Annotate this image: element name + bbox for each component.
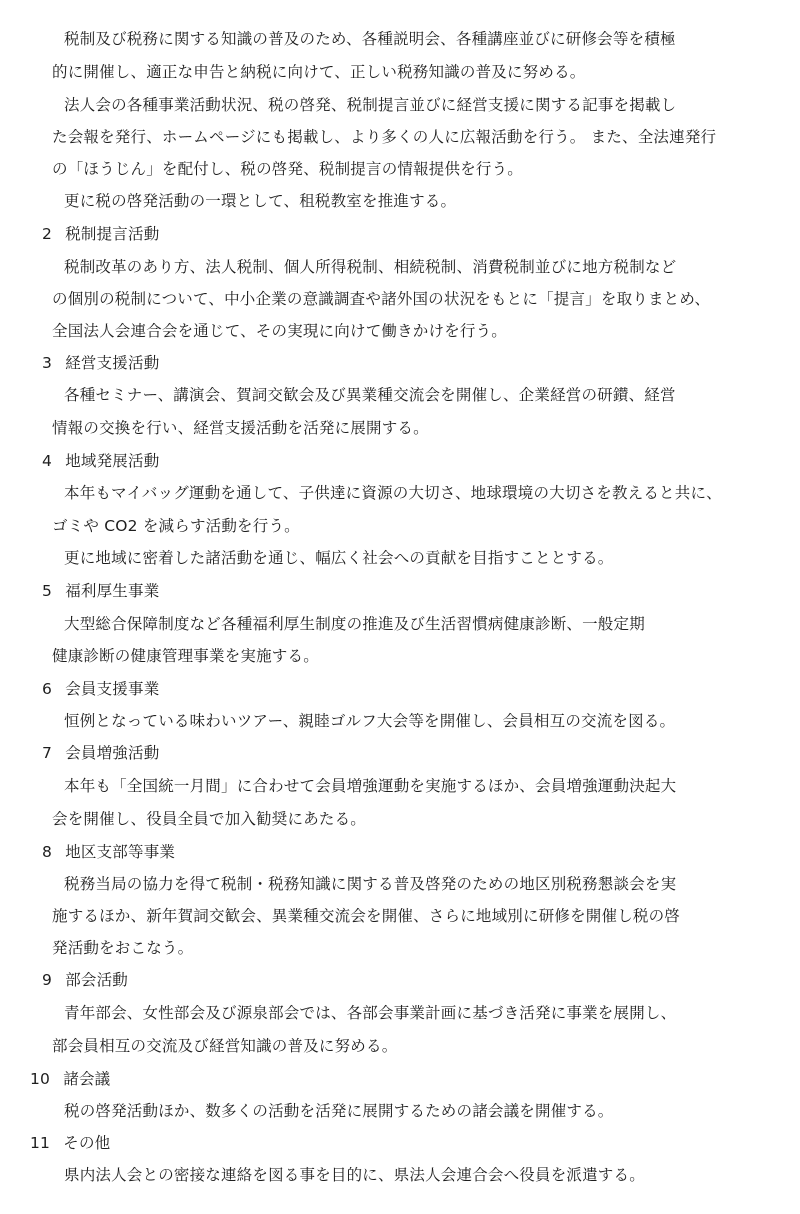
section-title: 福利厚生事業: [65, 582, 160, 600]
section-heading: [42, 580, 159, 602]
section-title: その他: [63, 1134, 111, 1152]
section-number: 5: [42, 582, 53, 600]
section-line: の個別の税制について、中小企業の意識調査や諸外国の状況をもとに「提言」を取りまとめ、: [52, 290, 711, 308]
section-heading: [42, 742, 159, 764]
section-number: 11: [30, 1134, 51, 1152]
paragraph-line: た会報を発行、ホームページにも掲載し、より多くの人に広報活動を行う。 また、全法連発行: [52, 128, 717, 146]
section-heading: [42, 223, 159, 245]
paragraph-line: 税制及び税務に関する知識の普及のため、各種説明会、各種講座並びに研修会等を積極: [64, 30, 676, 48]
section-heading: [30, 1068, 110, 1090]
section-line: 部会員相互の交流及び経営知識の普及に努める。: [52, 1037, 398, 1055]
section-line: 税の啓発活動ほか、数多くの活動を活発に展開するための諸会議を開催する。: [64, 1102, 614, 1120]
section-title: 会員増強活動: [65, 744, 160, 762]
section-line: 税制改革のあり方、法人税制、個人所得税制、相続税制、消費税制並びに地方税制など: [64, 258, 677, 276]
section-line: 税務当局の協力を得て税制・税務知識に関する普及啓発のための地区別税務懇談会を実: [64, 875, 677, 893]
section-title: 税制提言活動: [65, 225, 160, 243]
section-title: 経営支援活動: [65, 354, 160, 372]
section-heading: [42, 841, 175, 863]
section-line: 施するほか、新年賀詞交歓会、異業種交流会を開催、さらに地域別に研修を開催し税の啓: [52, 907, 681, 925]
section-line: 本年もマイバッグ運動を通して、子供達に資源の大切さ、地球環境の大切さを教えると共に、: [64, 484, 722, 502]
section-line: 各種セミナー、講演会、賀詞交歓会及び異業種交流会を開催し、企業経営の研鑚、経営: [64, 386, 676, 404]
section-heading: [42, 450, 159, 472]
section-line: 本年も「全国統一月間」に合わせて会員増強運動を実施するほか、会員増強運動決起大: [64, 777, 677, 795]
section-line: 情報の交換を行い、経営支援活動を活発に展開する。: [52, 419, 429, 437]
section-line: 県内法人会との密接な連絡を図る事を目的に、県法人会連合会へ役員を派遣する。: [64, 1166, 645, 1184]
section-line: ゴミや CO2 を減らす活動を行う。: [52, 517, 300, 535]
section-line: 大型総合保障制度など各種福利厚生制度の推進及び生活習慣病健康診断、一般定期: [64, 615, 645, 633]
section-title: 地区支部等事業: [65, 843, 176, 861]
section-line: 青年部会、女性部会及び源泉部会では、各部会事業計画に基づき活発に事業を展開し、: [64, 1004, 677, 1022]
paragraph-line: の「ほうじん」を配付し、税の啓発、税制提言の情報提供を行う。: [52, 160, 524, 178]
section-line: 発活動をおこなう。: [52, 939, 194, 957]
section-line: 健康診断の健康管理事業を実施する。: [52, 647, 319, 665]
section-heading: [42, 678, 159, 700]
section-title: 地域発展活動: [65, 452, 160, 470]
section-line: 更に地域に密着した諸活動を通じ、幅広く社会への貢献を目指すこととする。: [64, 549, 614, 567]
section-number: 7: [42, 744, 53, 762]
section-number: 6: [42, 680, 53, 698]
section-number: 4: [42, 452, 53, 470]
section-line: 恒例となっている味わいツアー、親睦ゴルフ大会等を開催し、会員相互の交流を図る。: [64, 712, 676, 730]
section-line: 全国法人会連合会を通じて、その実現に向けて働きかけを行う。: [52, 322, 507, 340]
paragraph-line: 更に税の啓発活動の一環として、租税教室を推進する。: [64, 192, 457, 210]
paragraph-line: 法人会の各種事業活動状況、税の啓発、税制提言並びに経営支援に関する記事を掲載し: [64, 96, 677, 114]
section-heading: [30, 1132, 110, 1154]
section-number: 8: [42, 843, 53, 861]
section-number: 3: [42, 354, 53, 372]
section-number: 2: [42, 225, 53, 243]
section-title: 会員支援事業: [65, 680, 160, 698]
section-heading: [42, 352, 159, 374]
paragraph-line: 的に開催し、適正な申告と納税に向けて、正しい税務知識の普及に努める。: [52, 63, 586, 81]
section-line: 会を開催し、役員全員で加入勧奨にあたる。: [52, 810, 367, 828]
section-number: 9: [42, 971, 53, 989]
section-number: 10: [30, 1070, 51, 1088]
section-title: 部会活動: [65, 971, 129, 989]
section-heading: [42, 969, 128, 991]
section-title: 諸会議: [63, 1070, 111, 1088]
